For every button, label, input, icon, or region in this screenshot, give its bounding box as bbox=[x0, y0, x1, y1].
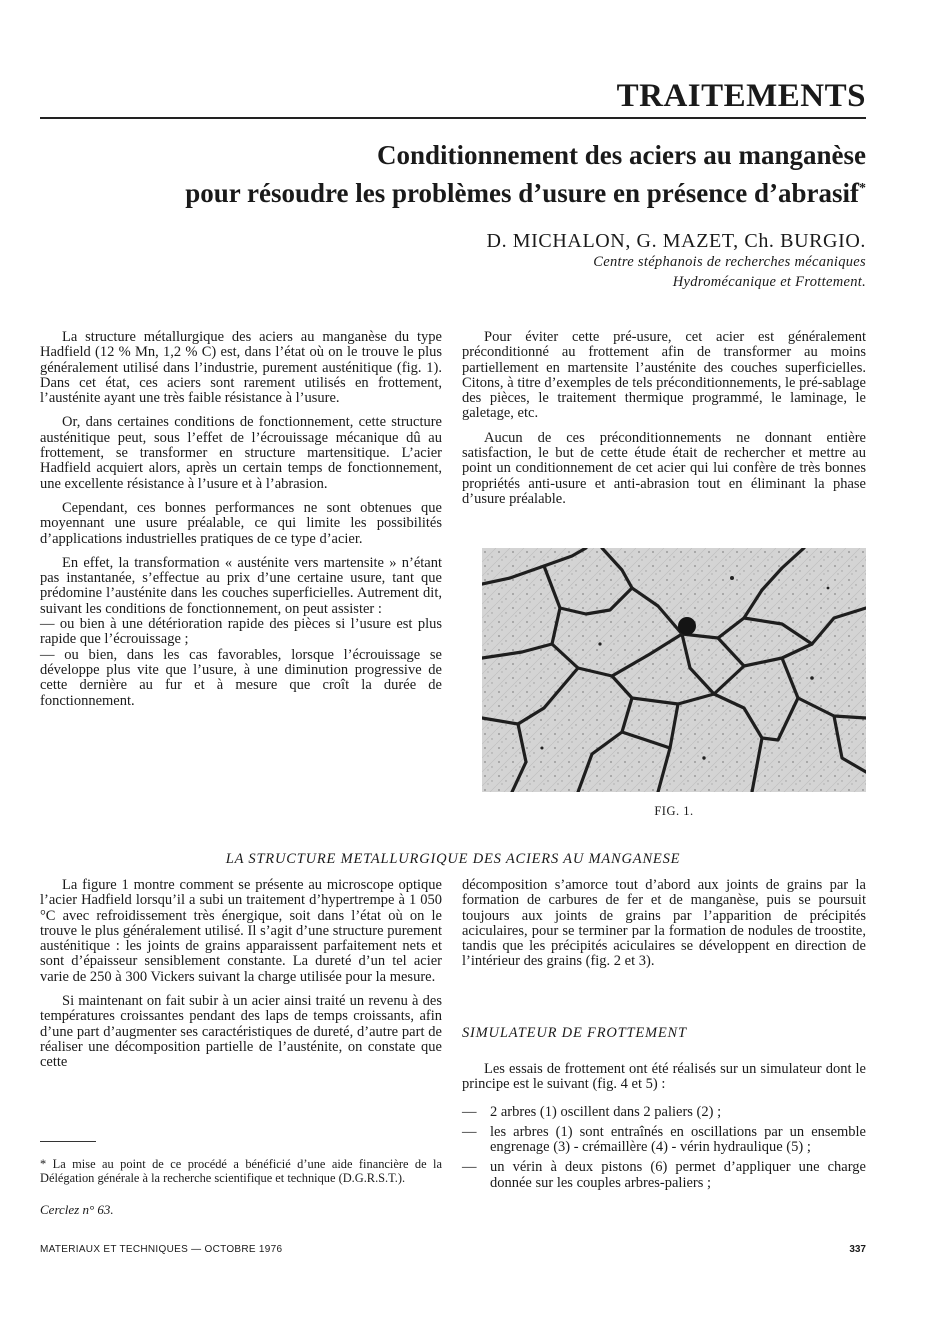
paragraph: Les essais de frottement ont été réalisés sur un simulateur dont le principe est le suivant (fig. 4 et 5) : bbox=[462, 1061, 866, 1093]
paragraph: Pour éviter cette pré-usure, cet acier est généralement préconditionné au frottement afin de transformer au moins partiellement en martensite l’austénite des couches superficielles. Citons, à titre d’exemples de tels préconditionnements, le pré-sablage des pièces, le traitement thermique programmé, le laminage, le galetage, etc. bbox=[462, 329, 866, 422]
section-heading: TRAITEMENTS bbox=[616, 78, 866, 114]
list-dash: — bbox=[462, 1103, 477, 1120]
micrograph-image bbox=[482, 548, 866, 792]
article-title bbox=[40, 138, 866, 210]
paragraph: La structure métallurgique des aciers au manganèse du type Hadfield (12 % Mn, 1,2 % C) est, dans l’état où on le trouve le plus généralement utilisé dans l’industrie, purement austénitique (fig. 1). Dans cet état, ces aciers sont rarement utilisés en frottement, l’austénite ayant une très faible résistance à l’usure. bbox=[40, 329, 442, 407]
structure-left-column bbox=[40, 878, 442, 1080]
list-item-text: les arbres (1) sont entraînés en oscillations par un ensemble engrenage (3) - crémaillère (4) - vérin hydraulique (5) ; bbox=[490, 1123, 866, 1156]
title-line-2-text: pour résoudre les problèmes d’usure en présence d’abrasif bbox=[185, 178, 859, 208]
authors: D. MICHALON, G. MAZET, Ch. BURGIO. bbox=[486, 230, 866, 252]
page-number: 337 bbox=[849, 1244, 866, 1255]
paragraph: En effet, la transformation « austénite vers martensite » n’étant pas instantanée, s’effectue au prix d’une certaine usure, tant que prédomine l’austénite dans les couches superficielles. Autrement dit, suivant les conditions de fonctionnement, on peut assister : bbox=[40, 554, 442, 617]
paragraph: Cependant, ces bonnes performances ne sont obtenues que moyennant une usure préalable, ce qui limite les possibilités d’applications industrielles pratiques de ce type d’acier. bbox=[40, 499, 442, 547]
paragraph: Or, dans certaines conditions de fonctionnement, cette structure austénitique peut, sous l’effet de l’écrouissage mécanique dû au frottement, se transformer en structure martensitique. L’acier Hadfield acquiert alors, après un certain temps de fonctionnement, une excellente résistance à l’usure et à l’abrasion. bbox=[40, 414, 442, 492]
dash-paragraph: — ou bien à une détérioration rapide des pièces si l’usure est plus rapide que l’écrouissage ; bbox=[40, 616, 442, 648]
figure-caption: FIG. 1. bbox=[654, 804, 694, 818]
intro-left-column bbox=[40, 330, 442, 709]
title-line-1: Conditionnement des aciers au manganèse bbox=[376, 140, 866, 170]
list-item bbox=[462, 1125, 866, 1156]
title-line-2 bbox=[40, 172, 866, 210]
simulator-column bbox=[462, 1062, 866, 1196]
reader-service-number: Cerclez n° 63. bbox=[40, 1202, 114, 1217]
section-heading-simulator: SIMULATEUR DE FROTTEMENT bbox=[462, 1025, 687, 1041]
paragraph: Aucun de ces préconditionnements ne donnant entière satisfaction, le but de cette étude était de rechercher et mettre au point un conditionnement de cet acier qui lui confère de très bonnes propriétés anti-usure et anti-abrasion tout en éliminant la phase d’usure préalable. bbox=[462, 429, 866, 507]
list-item bbox=[462, 1160, 866, 1191]
paragraph: La figure 1 montre comment se présente au microscope optique l’acier Hadfield lorsqu’il a subi un traitement d’hypertrempe à 1 050 °C avec refroidissement très énergique, soit dans l’état où on le trouve le plus généralement utilisé. Il s’agit d’une structure purement austénitique : les joints de grains apparaissent parfaitement nets et sont d’épaisseur sensiblement constante. La dureté d’un tel acier varie de 250 à 300 Vickers suivant la charge utilisée pour la mesure. bbox=[40, 877, 442, 985]
paragraph: décomposition s’amorce tout d’abord aux joints de grains par la formation de carbures de fer et de manganèse, puis se poursuit toujours aux joints de grains par l’apparition de précipités aciculaires, pour se terminer par la formation de nodules de troostite, tandis que les précipités aciculaires se développent en direction de l’intérieur des grains (fig. 2 et 3). bbox=[462, 877, 866, 970]
structure-right-column bbox=[462, 878, 866, 979]
micrograph-figure bbox=[482, 548, 866, 792]
header-rule bbox=[40, 117, 866, 119]
list-item-text: un vérin à deux pistons (6) permet d’appliquer une charge donnée sur les couples arbres-paliers ; bbox=[490, 1159, 866, 1191]
list-dash: — bbox=[462, 1123, 477, 1140]
intro-right-column bbox=[462, 330, 866, 516]
footnote bbox=[40, 1157, 442, 1185]
list-item bbox=[462, 1105, 866, 1120]
affiliation-line-2: Hydromécanique et Frottement. bbox=[672, 274, 866, 290]
dash-paragraph: — ou bien, dans les cas favorables, lorsque l’écrouissage se développe plus vite que l’usure, à une diminution progressive de cette dernière au fur et à mesure que croît la durée de fonctionnement. bbox=[40, 646, 442, 709]
affiliation bbox=[400, 252, 866, 292]
title-footnote-mark: * bbox=[859, 181, 866, 196]
section-heading-structure: LA STRUCTURE METALLURGIQUE DES ACIERS AU MANGANESE bbox=[225, 851, 681, 867]
list-dash: — bbox=[462, 1159, 477, 1176]
footnote-rule bbox=[40, 1141, 96, 1142]
paragraph: Si maintenant on fait subir à un acier ainsi traité un revenu à des températures croissantes pendant des laps de temps croissants, afin d’une part d’augmenter ses caractéristiques de dureté, d’autre part de réaliser une décomposition partielle de l’austénite, on constate que cette bbox=[40, 993, 442, 1071]
list-item-text: 2 arbres (1) oscillent dans 2 paliers (2) ; bbox=[490, 1103, 722, 1120]
journal-footer: MATERIAUX ET TECHNIQUES — OCTOBRE 1976 bbox=[40, 1244, 283, 1255]
affiliation-line-1: Centre stéphanois de recherches mécaniques bbox=[593, 254, 866, 270]
footnote-text: * La mise au point de ce procédé a bénéficié d’une aide financière de la Délégation générale à la recherche scientifique et technique (D.G.R.S.T.). bbox=[40, 1157, 442, 1186]
